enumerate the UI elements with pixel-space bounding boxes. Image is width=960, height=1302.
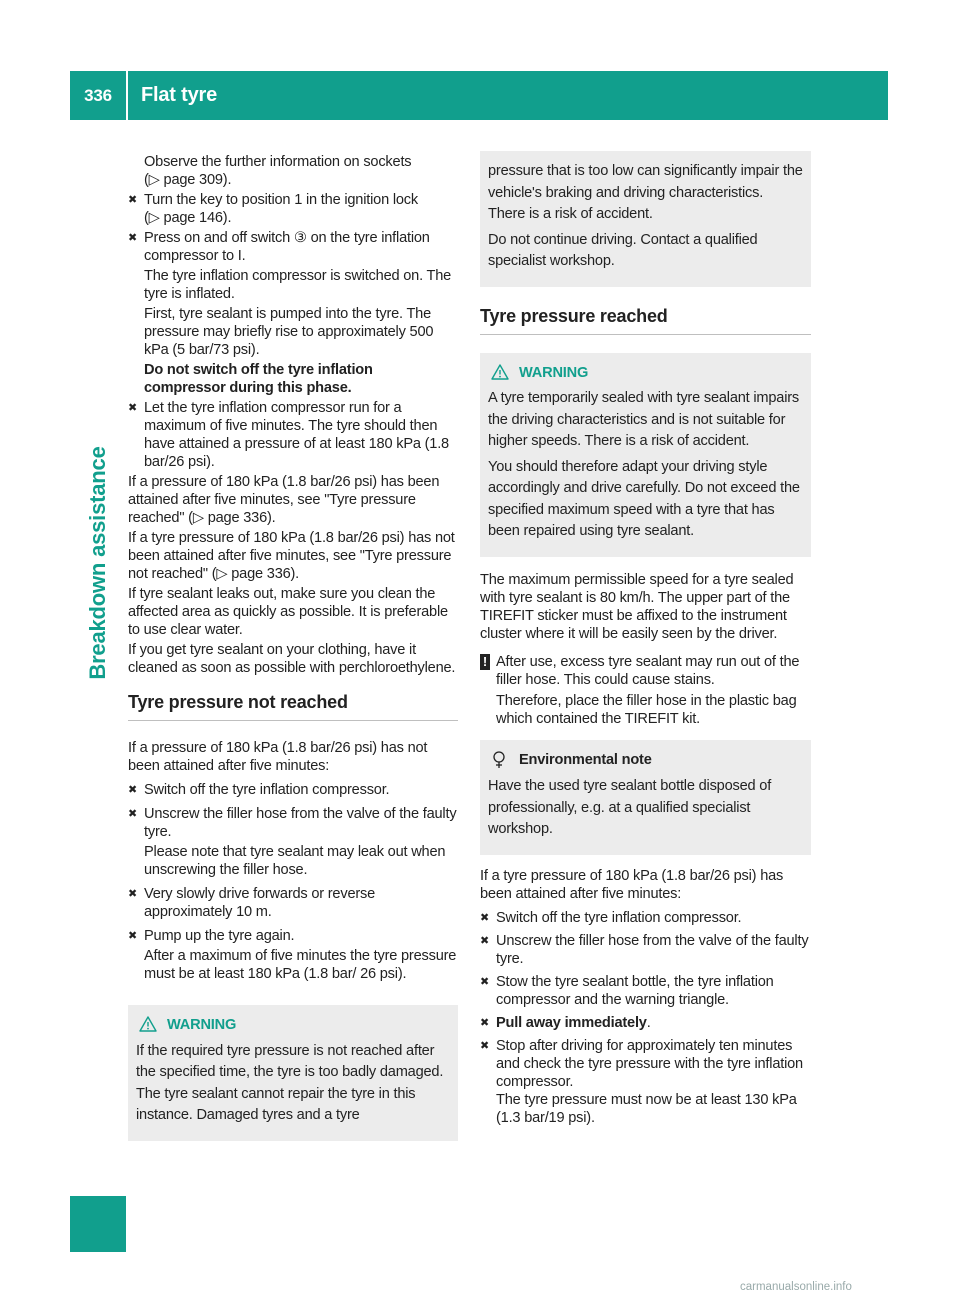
warning-title: WARNING (136, 1015, 450, 1037)
step-sub-text: First, tyre sealant is pumped into the tyre. The pressure may briefly rise to approximately 500 kPa (5 bar/73 psi). (144, 306, 434, 358)
step-sub-text: The tyre inflation compressor is switched on. The tyre is inflated. (144, 268, 452, 302)
section-heading: Tyre pressure reached (480, 307, 811, 335)
environmental-note-box (480, 740, 811, 855)
step-item: ✖ Very slowly drive forwards or reverse approximately 10 m. (128, 886, 376, 920)
step-arrow-icon: ✖ (128, 232, 138, 244)
environmental-note-title: Environmental note (488, 750, 803, 772)
warning-icon (491, 364, 509, 380)
step-arrow-icon: ✖ (480, 911, 490, 924)
step-item: ✖ Stow the tyre sealant bottle, the tyre inflation compressor and the warning triangle. (480, 973, 774, 1008)
step-item: ✖ Press on and off switch ③ on the tyre inflation compressor to I. The tyre inflation compressor is switched on. The tyre is inflated. First, tyre sealant is pumped into the tyre. The pressure may briefly rise to approximately 500 kPa (5 bar/73 psi). Do not switch off the tyre inflation compressor during this phase. (128, 229, 458, 397)
step-arrow-icon: ✖ (128, 808, 138, 820)
step-sub-text: Please note that tyre sealant may leak out when unscrewing the filler hose. (144, 844, 446, 878)
step-arrow-icon: ✖ (128, 402, 138, 414)
step-item: ✖ Unscrew the filler hose from the valve of the faulty tyre. (480, 932, 809, 967)
exclamation-icon: ! (480, 654, 490, 670)
warning-box (480, 353, 811, 557)
warning-text: pressure that is too low can significantly impair the vehicle's braking and driving characteristics. There is a risk of accident. (488, 163, 803, 222)
warning-title: WARNING (488, 363, 803, 385)
paragraph: If a tyre pressure of 180 kPa (1.8 bar/26 psi) has not been attained after five minutes, see "Tyre pressure not reached" (▷ page 336). (128, 530, 455, 582)
paragraph: If you get tyre sealant on your clothing, have it cleaned as soon as possible with perchloroethylene. (128, 642, 456, 676)
paragraph: If tyre sealant leaks out, make sure you clean the affected area as quickly as possible. It is preferable to use clear water. (128, 586, 448, 638)
paragraph: The maximum permissible speed for a tyre sealed with tyre sealant is 80 km/h. The upper part of the TIREFIT sticker must be affixed to the instrument cluster where it will be easily seen by the driver. (480, 571, 794, 642)
step-arrow-icon: ✖ (480, 1039, 490, 1052)
warning-icon (139, 1016, 157, 1032)
step-sub-text: After a maximum of five minutes the tyre pressure must be at least 180 kPa (1.8 bar/ 26 psi). (144, 948, 457, 982)
warning-text: If the required tyre pressure is not reached after the specified time, the tyre is too badly damaged. The tyre sealant cannot repair the tyre in this instance. Damaged tyres and a tyre (136, 1042, 444, 1123)
step-bold-note: Do not switch off the tyre inflation compressor during this phase. (144, 362, 373, 396)
intro-text: Observe the further information on sockets (▷ page 309). (144, 154, 412, 188)
paragraph: If a pressure of 180 kPa (1.8 bar/26 psi) has not been attained after five minutes: (128, 740, 428, 774)
note-item: ! After use, excess tyre sealant may run out of the filler hose. This could cause stains. Therefore, place the filler hose in the plastic bag which contained the TIREFIT kit. (480, 653, 811, 728)
step-arrow-icon: ✖ (128, 194, 138, 206)
step-sub-text: The tyre pressure must now be at least 130 kPa (1.3 bar/19 psi). (496, 1091, 797, 1126)
step-item: ✖ Let the tyre inflation compressor run for a maximum of five minutes. The tyre should then have attained a pressure of at least 180 kPa (1.8 bar/26 psi). (128, 400, 449, 470)
step-item: ✖ Pull away immediately. (480, 1014, 651, 1031)
step-item: ✖ Switch off the tyre inflation compressor. (480, 909, 742, 926)
watermark: carmanualsonline.info (740, 1281, 852, 1293)
right-column (480, 151, 811, 1129)
step-arrow-icon: ✖ (128, 888, 138, 900)
step-item: ✖ Stop after driving for approximately ten minutes and check the tyre pressure with the tyre inflation compressor. The tyre pressure must now be at least 130 kPa (1.3 bar/19 psi). (480, 1037, 811, 1127)
paragraph: If a tyre pressure of 180 kPa (1.8 bar/26 psi) has been attained after five minutes: (480, 867, 784, 902)
step-item: ✖ Turn the key to position 1 in the ignition lock (▷ page 146). (128, 192, 418, 226)
page-title: Flat tyre (141, 84, 218, 106)
environmental-note-text: Have the used tyre sealant bottle disposed of professionally, e.g. at a qualified specialist workshop. (488, 778, 772, 837)
warning-text: You should therefore adapt your driving style accordingly and drive carefully. Do not exceed the specified maximum speed with a tyre that has been repaired using tyre sealant. (488, 458, 800, 539)
step-arrow-icon: ✖ (128, 784, 138, 796)
step-item: ✖ Pump up the tyre again. After a maximum of five minutes the tyre pressure must be at least 180 kPa (1.8 bar/ 26 psi). (128, 928, 457, 982)
page-number: 336 (84, 86, 112, 105)
page-link[interactable]: (▷ page 146). (144, 210, 232, 226)
lightbulb-icon (492, 751, 506, 769)
step-item: ✖ Switch off the tyre inflation compressor. (128, 782, 390, 798)
section-tab-label: Breakdown assistance (85, 446, 110, 680)
step-arrow-icon: ✖ (128, 930, 138, 942)
section-heading: Tyre pressure not reached (128, 693, 458, 721)
warning-box-continued (480, 151, 811, 287)
step-arrow-icon: ✖ (480, 1016, 490, 1029)
warning-box (128, 1005, 458, 1141)
left-column (128, 153, 458, 1153)
paragraph: If a pressure of 180 kPa (1.8 bar/26 psi) has been attained after five minutes, see "Tyre pressure reached" (▷ page 336). (128, 474, 440, 526)
warning-text: Do not continue driving. Contact a qualified specialist workshop. (488, 231, 758, 269)
step-arrow-icon: ✖ (480, 934, 490, 947)
section-tab-marker (70, 1196, 126, 1252)
warning-text: A tyre temporarily sealed with tyre sealant impairs the driving characteristics and is not suitable for higher speeds. There is a risk of accident. (488, 390, 799, 449)
header-divider (126, 71, 128, 120)
page-link[interactable]: (▷ page 309). (144, 172, 232, 188)
step-arrow-icon: ✖ (480, 975, 490, 988)
step-item: ✖ Unscrew the filler hose from the valve of the faulty tyre. Please note that tyre sealant may leak out when unscrewing the filler hose. (128, 806, 457, 878)
